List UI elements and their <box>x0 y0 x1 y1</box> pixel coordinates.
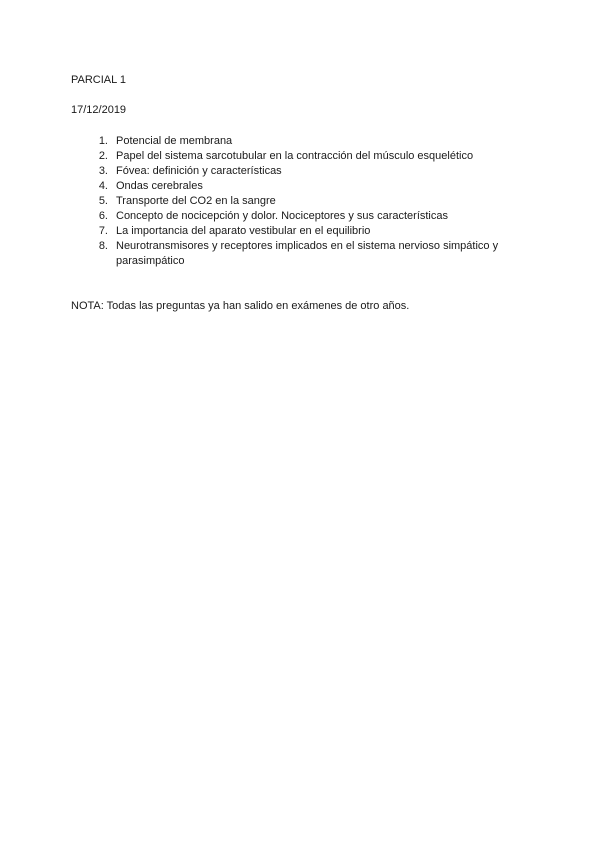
list-item <box>88 209 528 224</box>
document-date: 17/12/2019 <box>71 104 127 116</box>
list-item-text: Potencial de membrana <box>116 135 233 147</box>
list-item-number: 1. <box>98 135 108 147</box>
list-item-number: 3. <box>98 165 108 177</box>
list-item-number: 2. <box>98 150 108 162</box>
list-item <box>88 224 528 239</box>
list-item <box>88 134 528 149</box>
list-item-text: Fóvea: definición y características <box>116 165 282 177</box>
document-note: NOTA: Todas las preguntas ya han salido en exámenes de otro años. <box>71 300 410 312</box>
list-item <box>88 194 528 209</box>
list-item-number: 4. <box>98 180 108 192</box>
document-title: PARCIAL 1 <box>71 74 127 86</box>
question-list <box>88 134 528 269</box>
list-item-number: 7. <box>98 225 108 237</box>
list-item-number: 8. <box>98 240 108 252</box>
list-item-text: Ondas cerebrales <box>116 180 203 192</box>
list-item-text: La importancia del aparato vestibular en el equilibrio <box>116 225 371 237</box>
list-item-text: Neurotransmisores y receptores implicados en el sistema nervioso simpático y parasimpático <box>116 240 499 267</box>
list-item-text: Papel del sistema sarcotubular en la contracción del músculo esquelético <box>116 150 474 162</box>
list-item <box>88 179 528 194</box>
list-item-text: Transporte del CO2 en la sangre <box>116 195 276 207</box>
list-item <box>88 239 528 269</box>
list-item-number: 5. <box>98 195 108 207</box>
list-item-number: 6. <box>98 210 108 222</box>
list-item <box>88 164 528 179</box>
list-item-text: Concepto de nocicepción y dolor. Nociceptores y sus características <box>116 210 448 222</box>
list-item <box>88 149 528 164</box>
